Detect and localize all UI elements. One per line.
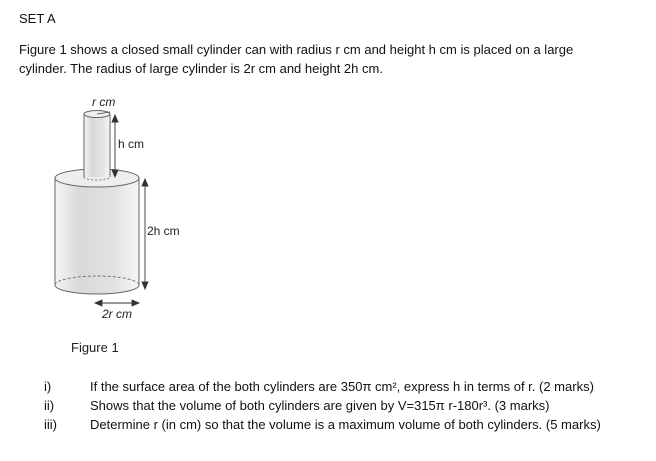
question-text: Shows that the volume of both cylinders are given by V=315π r-180r³. (3 marks) <box>90 398 550 413</box>
small-cylinder <box>84 111 110 181</box>
intro-line-2: cylinder. The radius of large cylinder is 2r cm and height 2h cm. <box>19 61 383 76</box>
figure-1 <box>40 90 220 365</box>
question-number: iii) <box>44 417 57 432</box>
label-h: h cm <box>118 137 145 151</box>
figure-caption: Figure 1 <box>71 340 119 355</box>
question-text: Determine r (in cm) so that the volume is a maximum volume of both cylinders. (5 marks) <box>90 417 601 432</box>
label-r: r cm <box>92 95 116 109</box>
question-number: i) <box>44 379 52 394</box>
label-2h: 2h cm <box>147 224 180 238</box>
2r-dimension-arrow <box>95 300 139 306</box>
large-cylinder <box>55 169 139 294</box>
question-text: If the surface area of the both cylinders are 350π cm², express h in terms of r. (2 marks) <box>90 379 594 394</box>
question-number: ii) <box>44 398 55 413</box>
intro-line-1: Figure 1 shows a closed small cylinder can with radius r cm and height h cm is placed on a large <box>19 42 574 57</box>
set-heading: SET A <box>19 11 56 26</box>
label-2r: 2r cm <box>102 307 132 321</box>
cylinders-diagram <box>40 90 220 365</box>
